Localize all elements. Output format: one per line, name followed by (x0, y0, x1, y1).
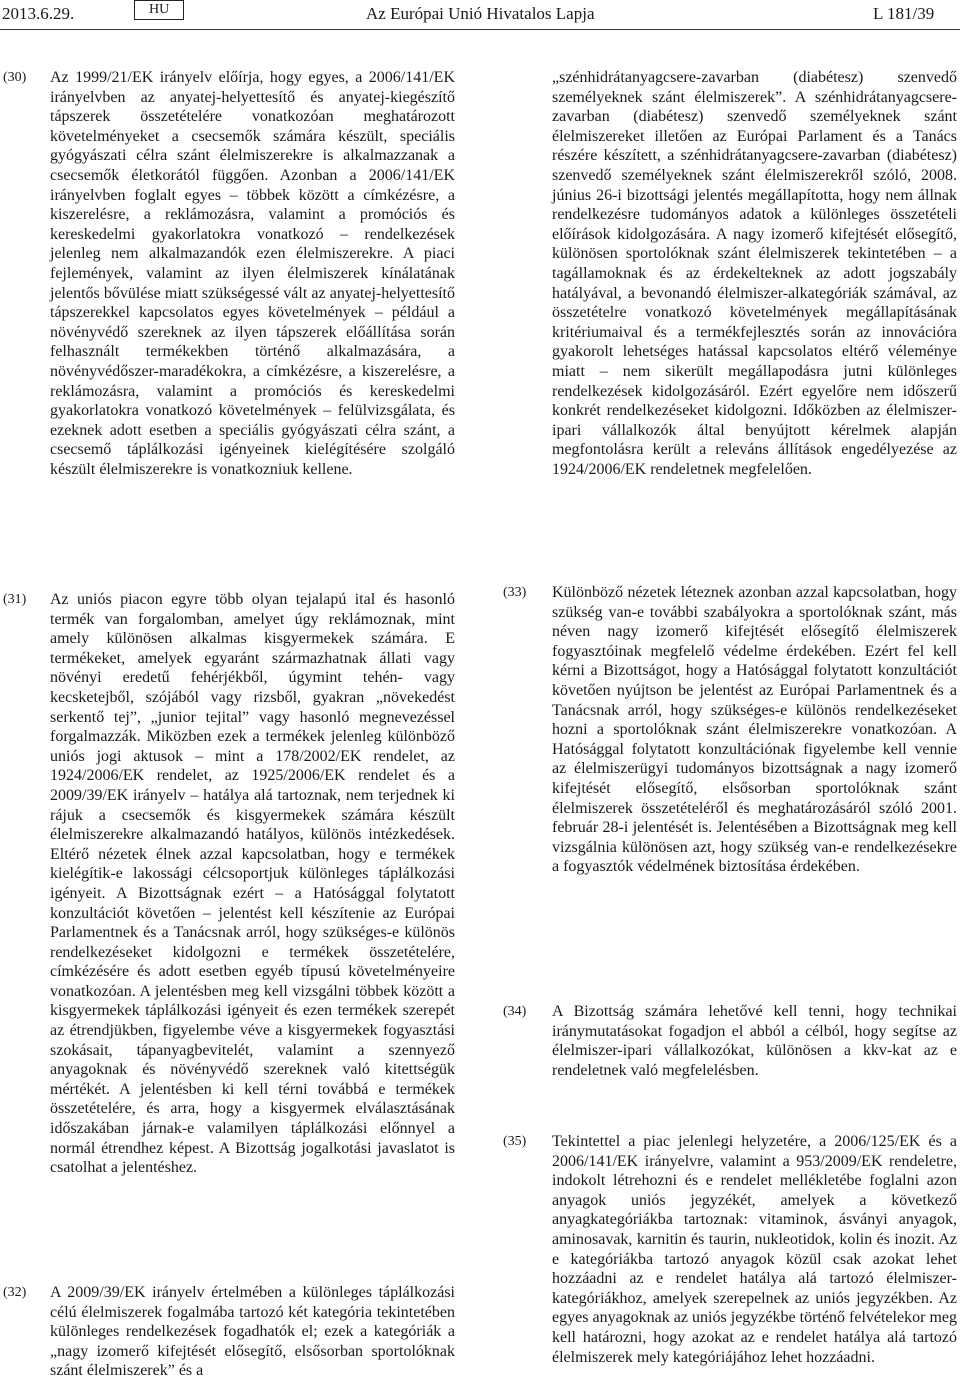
page-number: L 181/39 (873, 4, 935, 23)
recital-text: Az uniós piacon egyre több olyan tejalapú ital és hasonló termék van forgalomban, amelyet úgy reklámoznak, mint amely különösen alkalmas kisgyermekek számára. E termékeket, amelyek egyaránt származhatnak állati vagy növényi eredetű fehérjékből, úgymint tehén- vagy kecsketejből, szójából vagy rizsből, gyakran „növekedést serkentő tej”, „junior tejital” vagy hasonló megnevezéssel forgalmazzák. Miközben ezek a termékek jelenleg különböző uniós jogi aktusok – mint a 178/2002/EK rendelet, az 1924/2006/EK rendelet, az 1925/2006/EK rendelet és a 2009/39/EK irányelv – hatálya alá tartoznak, nem terjednek ki rájuk a csecsemők és kisgyermekek számára készült élelmiszerekre alkalmazandó hatályos, különös intézkedések. Eltérő nézetek élnek azzal kapcsolatban, hogy e termékek kielégítik-e lakossági célcsoportjuk különleges táplálkozási igényeit. A Bizottságnak ezért – a Hatósággal folytatott konzultációt követően – jelentést kell készítenie az Európai Parlamentnek és a Tanácsnak arról, hogy szükséges-e különös rendelkezéseket kidolgozni e termékek összetételére, címkézésére és adott esetben egyéb típusú követelményeire vonatkozóan. A jelentésben meg kell vizsgálni többek között a kisgyermekek táplálkozási igényeit és ezen termékek szerepét az étrendjükben, figyelembe véve a kisgyermekek fogyasztási szokásait, tápanyagbevitelét, valamint a szennyező anyagoknak és növényvédő szereknek való kitettségük mértékét. A jelentésben ki kell térni továbbá e termékek összetételére, és arra, hogy a kisgyermek elválasztásának időszakában járnak-e valamilyen táplálkozási előnnyel a normál étrendhez képest. A Bizottság jogalkotási javaslatot is csatolhat a jelentéshez. (50, 591, 455, 1177)
recital-number: (35) (503, 1134, 527, 1149)
recital-30 (50, 68, 455, 479)
recital-text: „szénhidrátanyagcsere-zavarban (diabétesz) szenvedő személyeknek szánt élelmiszerek”. A szénhidrátanyagcsere-zavarban (diabétesz) szenvedő személyeknek szánt élelmiszereket illetően az Európai Parlament és a Tanács részére készített, a szénhidrátanyagcsere-zavarban (diabétesz) szenvedő személyeknek szánt élelmiszerekről szóló, 2008. június 26-i bizottsági jelentés megállapította, hogy nem állnak rendelkezésre tudományos adatok a különleges összetételi előírások kidolgozására. A nagy izomerő kifejtését elősegítő, különösen sportolóknak szánt élelmiszerek tekintetében – a tagállamoknak és az érdekelteknek az adott jogszabály hatályával, a bevonandó élelmiszer-alkategóriák számával, az összetételre vonatkozó követelmények megállapításának kritériumaival és a termékfejlesztés során az innovációra gyakorolt lehetséges hatással kapcsolatos eltérő véleménye miatt – nem sikerült megállapodásra jutni különleges rendelkezések kidolgozásáról. Ezért egyelőre nem időszerű konkrét rendelkezéseket kidolgozni. Időközben az élelmiszer-ipari vállalkozók által benyújtott kérelmek alapján megfontolásra került a releváns állítások engedélyezése az 1924/2006/EK rendeletnek megfelelően. (552, 69, 957, 478)
recital-text: Az 1999/21/EK irányelv előírja, hogy egyes, a 2006/141/EK irányelvben az anyatej-helyettesítő és anyatej-kiegészítő tápszerek összetételére vonatkozóan meghatározott követelményeket a csecsemők számára készült, speciális gyógyászati célra szánt élelmiszerekre is alkalmazzanak a csecsemők életkorától függően. Azonban a 2006/141/EK irányelvben foglalt egyes – többek között a címkézésre, a kiszerelésre, a reklámozásra, valamint a promóciós és kereskedelmi gyakorlatokra vonatkozó – rendelkezések jelenleg nem alkalmazandók ezen élelmiszerekre. A piaci fejlemények, valamint az ilyen élelmiszerek kínálatának jelentős bővülése miatt szükségessé vált az anyatej-helyettesítő tápszerekkel kapcsolatos egyes követelmények – például a növényvédő szereknek az ilyen tápszerek előállítása során felhasznált termékekben történő alkalmazására, a növényvédőszer-maradékokra, a címkézésre, a kiszerelésre, a reklámozásra, valamint a promóciós és kereskedelmi gyakorlatokra vonatkozó követelmények – felülvizsgálata, és ezeknek adott esetben a speciális gyógyászati célra szánt, a csecsemő táplálkozási igényeinek kielégítésére szolgáló készült élelmiszerekre is vonatkozniuk kellene. (50, 69, 455, 478)
recital-number: (30) (3, 70, 27, 85)
recital-33 (552, 583, 957, 877)
recital-number: (33) (503, 585, 527, 600)
recital-31 (50, 590, 455, 1178)
recital-text: Különböző nézetek léteznek azonban azzal kapcsolatban, hogy szükség van-e további szabályokra a sportolóknak szánt, más néven nagy izomerő kifejtését elősegítő élelmiszerek fogyasztóinak megfelelő védelme érdekében. Ezért fel kell kérni a Bizottságot, hogy a Hatósággal folytatott konzultációt követően nyújtson be jelentést az Európai Parlamentnek és a Tanácsnak arról, hogy szükséges-e különös rendelkezéseket hozni a sportolóknak szánt élelmiszerekre vonatkozóan. A Hatósággal folytatott konzultációnak figyelembe kell vennie az élelmiszerügyi tudományos bizottságnak a nagy izomerő kifejtését elősegítő, elsősorban sportolóknak szánt élelmiszerek összetételéről és meghatározásáról szóló 2001. február 28-i jelentését is. Jelentésében a Bizottságnak meg kell vizsgálnia különösen azt, hogy szükség van-e rendelkezésekre a fogyasztók védelmének biztosítása érdekében. (552, 584, 957, 876)
recital-text: A Bizottság számára lehetővé kell tenni, hogy technikai iránymutatásokat fogadjon el abból a célból, hogy segítse az élelmiszer-ipari vállalkozókat, különösen a kkv-kat az e rendeletnek való megfelelésben. (552, 1003, 957, 1079)
language-badge: HU (134, 0, 184, 20)
publication-date: 2013.6.29. (2, 4, 75, 23)
journal-title: Az Európai Unió Hivatalos Lapja (366, 4, 595, 23)
recital-number: (31) (3, 592, 27, 607)
recital-text: A 2009/39/EK irányelv értelmében a különleges táplálkozási célú élelmiszerek fogalmába tartozó két kategória tekintetében különleges rendelkezések fogadhatók el; ezek a kategóriák a „nagy izomerő kifejtését elősegítő, elsősorban sportolóknak szánt élelmiszerek” és a (50, 1284, 455, 1380)
recital-number: (34) (503, 1004, 527, 1019)
recital-text: Tekintettel a piac jelenlegi helyzetére, a 2006/125/EK és a 2006/141/EK irányelvre, valamint a 953/2009/EK rendeletre, indokolt létrehozni és e rendelet mellékletébe foglalni azon anyagok uniós jegyzékét, amelyek a következő anyagkategóriákba tartoznak: vitaminok, ásványi anyagok, aminosavak, karnitin és taurin, nukleotidok, kolin és inozit. Az e kategóriákba tartozó anyagok közül csak azokat lehet hozzáadni az e rendelet hatálya alá tartozó élelmiszer-kategóriákhoz, amelyek szerepelnek az uniós jegyzékben. Az egyes anyagoknak az uniós jegyzékbe történő felvételekor meg kell határozni, hogy azokat az e rendelet hatálya alá tartozó élelmiszerek mely kategóriájához lehet hozzáadni. (552, 1133, 957, 1366)
recital-32 (50, 1283, 455, 1381)
recital-number: (32) (3, 1285, 27, 1300)
page-header (0, 0, 960, 30)
recital-32-continuation (552, 68, 957, 479)
recital-35 (552, 1132, 957, 1367)
header-rule (0, 29, 960, 30)
recital-34 (552, 1002, 957, 1080)
